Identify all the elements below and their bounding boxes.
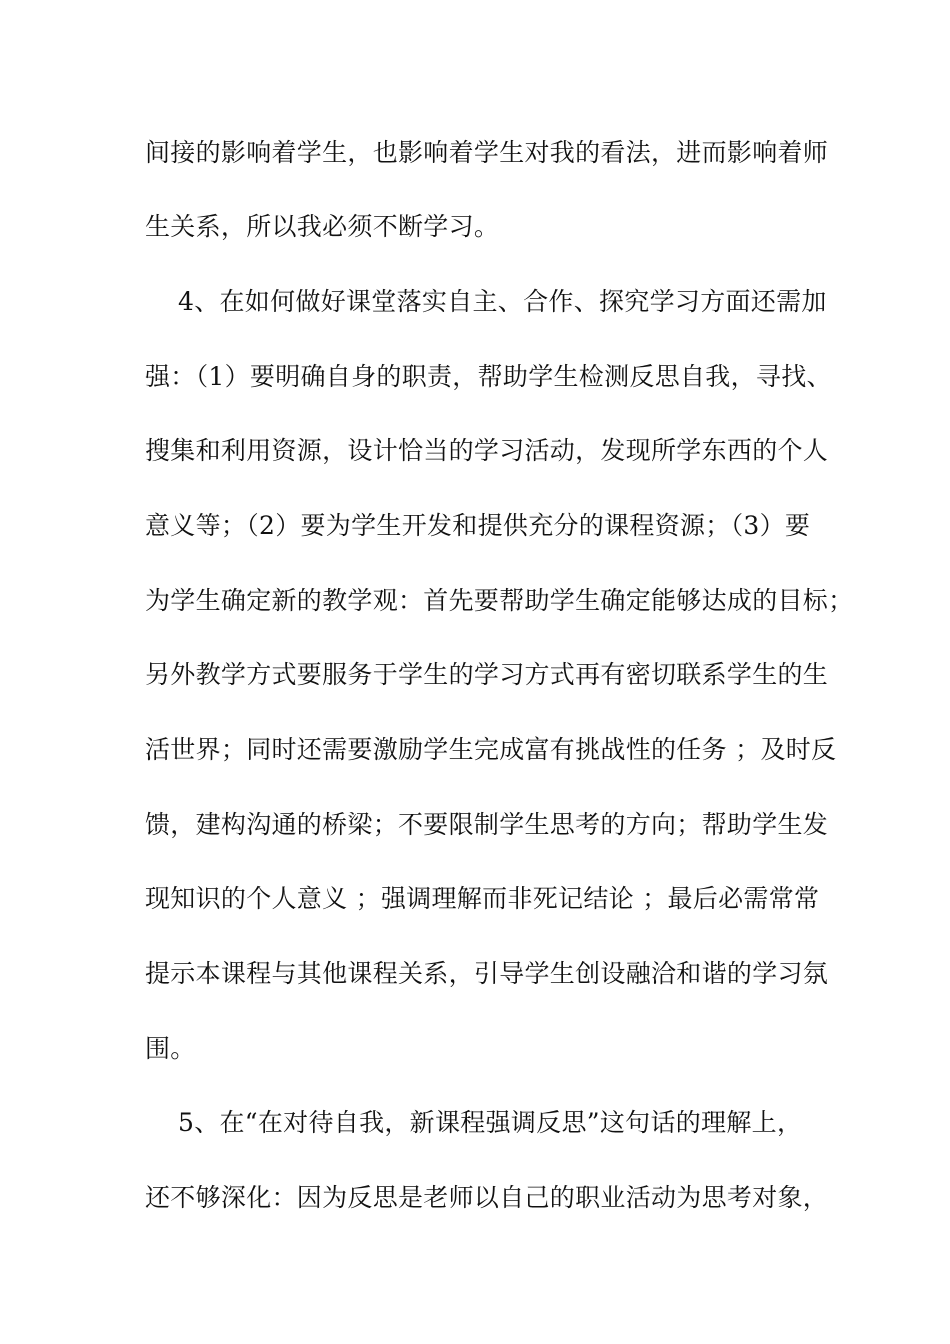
text-line: 另外教学方式要服务于学生的学习方式再有密切联系学生的生 [145,660,829,689]
text-line: 围。 [145,1034,196,1063]
text-line: 活世界；同时还需要激励学生完成富有挑战性的任务 ；及时反 [145,735,837,764]
text-line: 4、在如何做好课堂落实自主、合作、探究学习方面还需加 [145,287,827,316]
text-line: 现知识的个人意义 ；强调理解而非死记结论 ；最后必需常常 [145,884,820,913]
text-line: 馈，建构沟通的桥梁；不要限制学生思考的方向；帮助学生发 [145,810,829,839]
text-line: 强：（1）要明确自身的职责，帮助学生检测反思自我，寻找、 [145,362,832,391]
text-line: 5、在“在对待自我，新课程强调反思”这句话的理解上， [145,1108,803,1137]
text-line: 生关系，所以我必须不断学习。 [145,212,500,241]
text-line: 搜集和利用资源，设计恰当的学习活动，发现所学东西的个人 [145,436,829,465]
text-line: 间接的影响着学生，也影响着学生对我的看法，进而影响着师 [145,138,829,167]
text-line: 意义等；（2）要为学生开发和提供充分的课程资源；（3）要 [145,511,811,540]
text-line: 提示本课程与其他课程关系，引导学生创设融洽和谐的学习氛 [145,959,829,988]
text-line: 还不够深化：因为反思是老师以自己的职业活动为思考对象， [145,1183,829,1212]
text-line: 为学生确定新的教学观：首先要帮助学生确定能够达成的目标； [145,586,854,615]
